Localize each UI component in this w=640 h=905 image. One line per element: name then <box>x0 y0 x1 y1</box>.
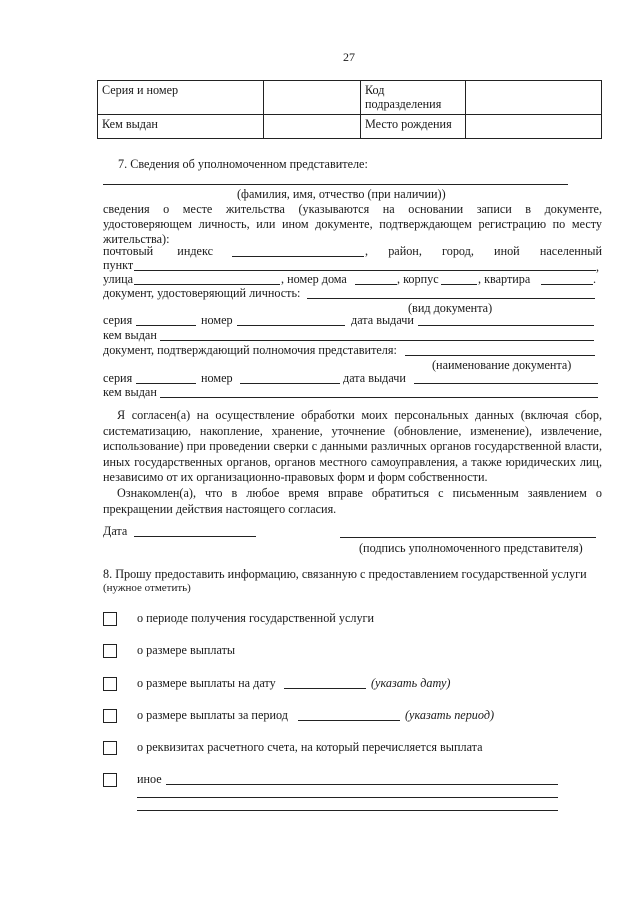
signature-field[interactable] <box>340 537 596 538</box>
page-number: 27 <box>343 50 355 64</box>
consent-paragraph: Я согласен(а) на осуществление обработки моих персональных данных (включая сбор, систематизацию, накопление, хранение, уточнение (обновление, изменение), извлечение, использование) при проведении сверки с данными различных органов государственной власти, иных государственных органов, органов местного самоуправления, а также юридических лиц, независимо от их организационно-правовых форм и форм собственности. <box>103 408 602 484</box>
number-field-2[interactable] <box>240 383 340 384</box>
auth-doc-field[interactable] <box>405 355 595 356</box>
fio-field[interactable] <box>103 184 568 185</box>
issue-date-field[interactable] <box>418 325 594 326</box>
punkt-label: пункт <box>103 258 134 272</box>
section8-title: 8. Прошу предоставить информацию, связанную с предоставлением государственной услуги <box>103 567 587 581</box>
option-amount-date-field[interactable] <box>284 688 366 689</box>
house-label: , номер дома <box>281 272 347 286</box>
series-number-label: Серия и номер <box>98 81 264 115</box>
issued-by-field[interactable] <box>264 115 361 139</box>
issue-date-field-2[interactable] <box>414 383 598 384</box>
date-field[interactable] <box>134 536 256 537</box>
district-label: , район, город, иной населенный <box>365 244 602 258</box>
id-doc-field[interactable] <box>307 298 595 299</box>
option-account-checkbox[interactable] <box>103 741 117 755</box>
option-other-field-1[interactable] <box>166 784 558 785</box>
series-label-2: серия <box>103 371 133 385</box>
signature-caption: (подпись уполномоченного представителя) <box>359 541 583 555</box>
auth-doc-label: документ, подтверждающий полномочия представителя: <box>103 343 397 357</box>
doc-name-caption: (наименование документа) <box>432 358 572 372</box>
issue-date-label-2: дата выдачи <box>343 371 406 385</box>
option-other-checkbox[interactable] <box>103 773 117 787</box>
punkt-comma: , <box>596 260 600 274</box>
birthplace-label: Место рождения <box>361 115 466 139</box>
division-code-field[interactable] <box>466 81 602 115</box>
series-label: серия <box>103 313 133 327</box>
residence-line-3: жительства): <box>103 232 170 246</box>
date-label: Дата <box>103 524 128 538</box>
korpus-field[interactable] <box>441 284 477 285</box>
fio-caption: (фамилия, имя, отчество (при наличии)) <box>237 187 446 201</box>
punkt-field[interactable] <box>134 270 596 271</box>
option-amount-date-label: о размере выплаты на дату <box>137 676 276 690</box>
option-amount-period-label: о размере выплаты за период <box>137 708 288 722</box>
option-amount-period-field[interactable] <box>298 720 400 721</box>
option-amount-date-hint: (указать дату) <box>371 676 451 690</box>
issued-by-label-2: кем выдан <box>103 328 157 342</box>
option-other-label: иное <box>137 772 162 786</box>
option-period-checkbox[interactable] <box>103 612 117 626</box>
series-field[interactable] <box>136 325 196 326</box>
id-doc-label: документ, удостоверяющий личность: <box>103 286 301 300</box>
number-field[interactable] <box>237 325 345 326</box>
acknowledgement-paragraph: Ознакомлен(а), что в любое время вправе обратиться с письменным заявлением о прекращении действия настоящего согласия. <box>103 486 602 516</box>
option-amount-period-hint: (указать период) <box>405 708 495 722</box>
issued-by-field-2[interactable] <box>160 340 594 341</box>
residence-line-1: сведения о месте жительства (указываются на основании записи в документе, <box>103 202 602 216</box>
number-label-2: номер <box>201 371 233 385</box>
option-amount-period-checkbox[interactable] <box>103 709 117 723</box>
document-table <box>97 80 602 139</box>
option-account-label: о реквизитах расчетного счета, на который перечисляется выплата <box>137 740 483 754</box>
house-field[interactable] <box>355 284 397 285</box>
option-other-field-2[interactable] <box>137 797 558 798</box>
series-number-field[interactable] <box>264 81 361 115</box>
postal-index-field[interactable] <box>232 256 364 257</box>
option-period-label: о периоде получения государственной услуги <box>137 611 375 625</box>
division-code-label: Код подразделения <box>361 81 466 115</box>
birthplace-field[interactable] <box>466 115 602 139</box>
option-amount-date-checkbox[interactable] <box>103 677 117 691</box>
option-other-field-3[interactable] <box>137 810 558 811</box>
doc-type-caption: (вид документа) <box>408 301 493 315</box>
option-amount-label: о размере выплаты <box>137 643 236 657</box>
section7-title: 7. Сведения об уполномоченном представителе: <box>118 157 368 171</box>
apt-field[interactable] <box>541 284 593 285</box>
street-label: улица <box>103 272 134 286</box>
residence-line-2: удостоверяющем личность, или ином документе, подтверждающем регистрацию по месту <box>103 217 602 231</box>
korpus-label: , корпус <box>397 272 439 286</box>
series-field-2[interactable] <box>136 383 196 384</box>
apt-label: , квартира <box>478 272 531 286</box>
issued-by-label-3: кем выдан <box>103 385 157 399</box>
issued-by-label: Кем выдан <box>98 115 264 139</box>
number-label: номер <box>201 313 233 327</box>
issue-date-label: дата выдачи <box>351 313 414 327</box>
postal-index-label: почтовый индекс <box>103 244 213 258</box>
street-field[interactable] <box>134 284 280 285</box>
issued-by-field-3[interactable] <box>160 397 598 398</box>
apt-period: . <box>593 272 597 286</box>
section8-subtitle: (нужное отметить) <box>103 582 191 594</box>
option-amount-checkbox[interactable] <box>103 644 117 658</box>
